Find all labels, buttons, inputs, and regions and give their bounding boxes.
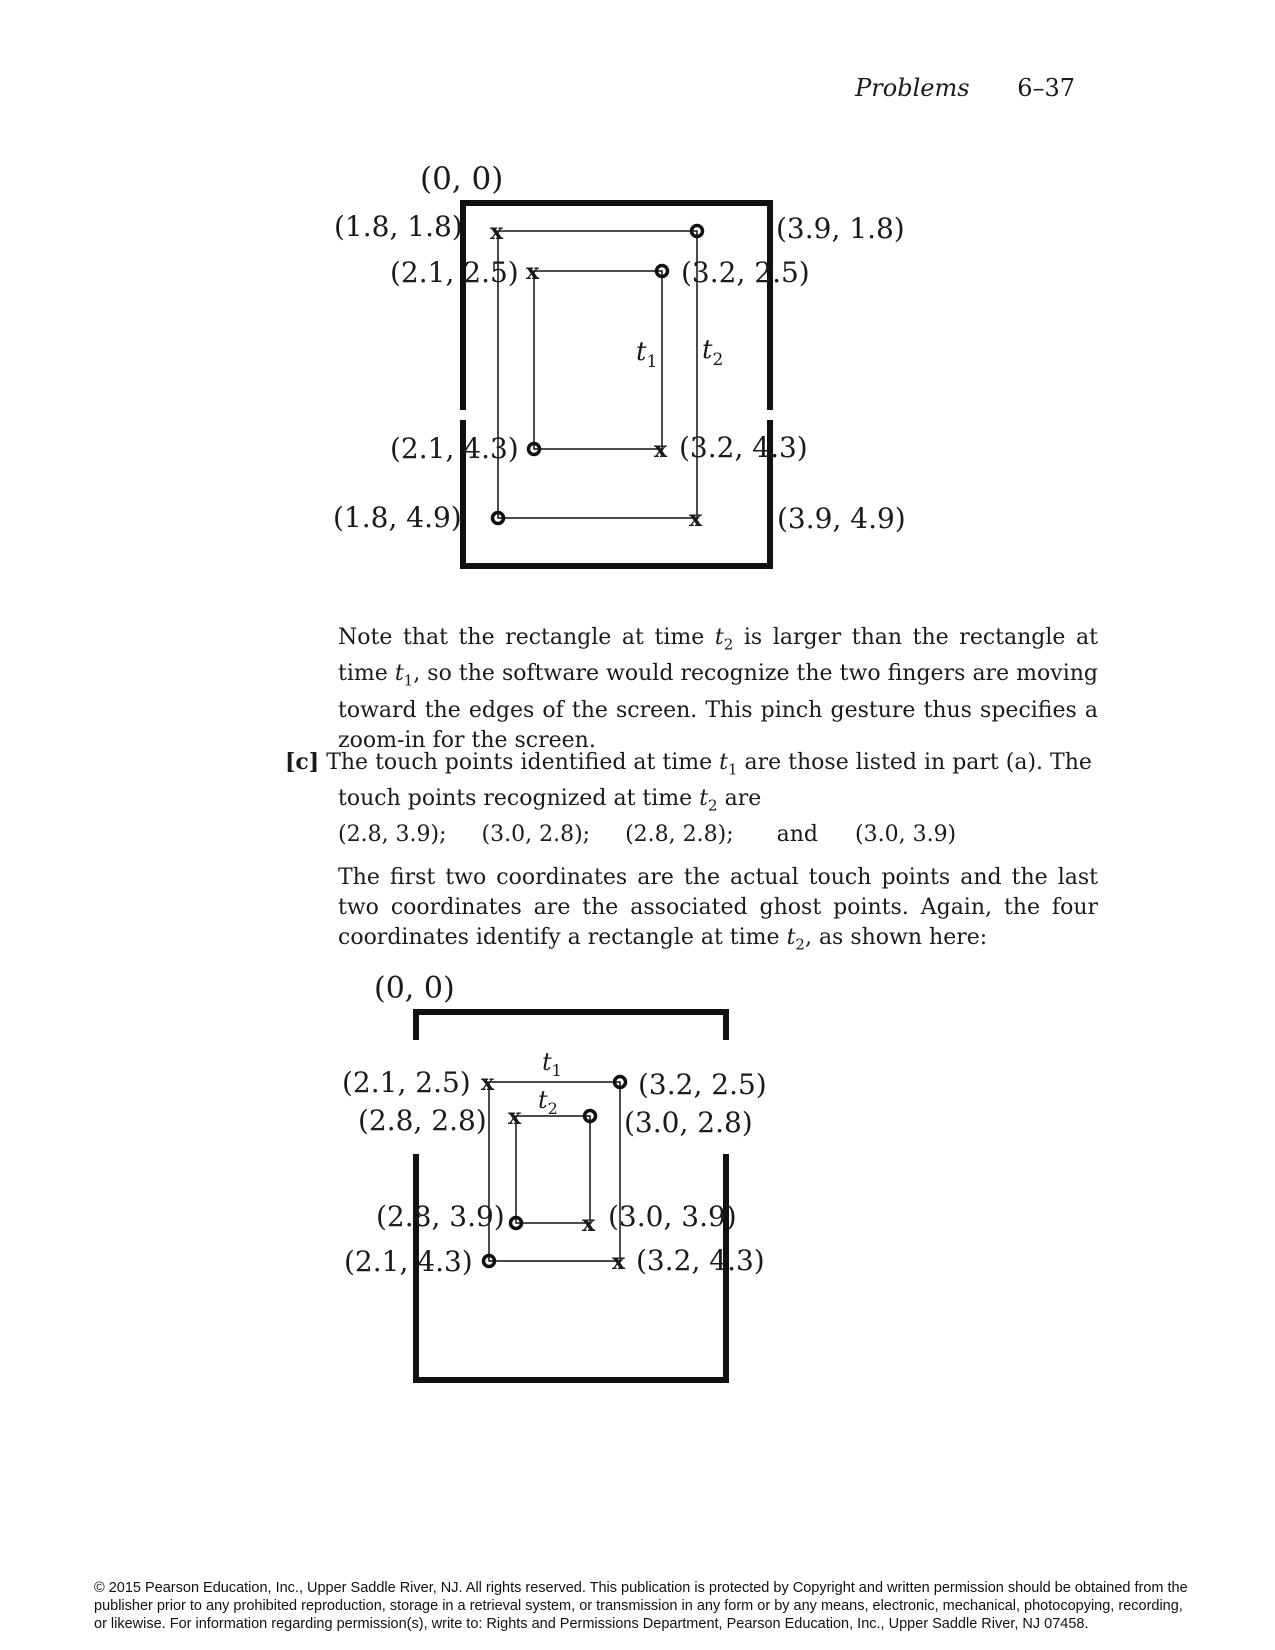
fig1-label-br-outer: (3.9, 4.9)	[777, 502, 906, 535]
fig1-label-tr-inner: (3.2, 2.5)	[681, 256, 810, 289]
fig2-label-tr-t1: (3.2, 2.5)	[638, 1068, 767, 1101]
figure-1-touchscreen-diagram	[330, 160, 930, 600]
fig2-x-marker: x	[508, 1104, 522, 1130]
coord-3: (2.8, 2.8);	[625, 822, 734, 847]
fig2-t1-label: $t_1$	[542, 1048, 562, 1080]
copyright-footer: © 2015 Pearson Education, Inc., Upper Saddle River, NJ. All rights reserved. This publication is protected by Copyright and written permission should be obtained from the publisher prior to any prohibited reproduction, storage in a retrieval system, or transmission in any form or by any means, electronic, mechanical, photocopying, recording, or likewise. For information regarding permission(s), write to: Rights and Permissions Department, Pearson Education, Inc., Upper Saddle River, NJ 07458.	[94, 1580, 1188, 1632]
fig2-label-bl-t2: (2.8, 3.9)	[376, 1200, 505, 1233]
fig2-x-marker: x	[582, 1211, 596, 1237]
coord-1: (2.8, 3.9);	[338, 822, 447, 847]
coordinates-list	[338, 822, 984, 847]
fig1-label-tr-outer: (3.9, 1.8)	[776, 212, 905, 245]
coord-4: (3.0, 3.9)	[855, 822, 957, 847]
fig1-label-bl-outer: (1.8, 4.9)	[333, 501, 462, 534]
fig2-x-marker: x	[481, 1070, 495, 1096]
fig2-origin-label: (0, 0)	[374, 971, 455, 1006]
fig1-label-tl-outer: (1.8, 1.8)	[334, 210, 463, 243]
fig2-label-br-t1: (3.2, 4.3)	[636, 1244, 765, 1277]
coord-and: and	[776, 822, 819, 847]
part-c-label: [c]	[285, 749, 320, 775]
fig2-label-tr-t2: (3.0, 2.8)	[624, 1106, 753, 1139]
page-number: 6–37	[1017, 74, 1075, 102]
fig2-label-bl-t1: (2.1, 4.3)	[344, 1245, 473, 1278]
fig1-x-marker: x	[654, 437, 668, 463]
fig1-origin-label: (0, 0)	[420, 161, 504, 197]
fig1-label-br-inner: (3.2, 4.3)	[679, 431, 808, 464]
fig1-x-marker: x	[689, 506, 703, 532]
running-header	[855, 74, 1075, 102]
fig1-label-tl-inner: (2.1, 2.5)	[390, 256, 519, 289]
coord-2: (3.0, 2.8);	[481, 822, 591, 847]
fig2-label-br-t2: (3.0, 3.9)	[608, 1200, 737, 1233]
fig1-x-marker: x	[490, 219, 504, 245]
fig1-x-marker: x	[526, 259, 540, 285]
figure-2-touchscreen-diagram	[340, 968, 800, 1428]
fig2-rectangle-t2	[516, 1116, 590, 1223]
section-title: Problems	[855, 74, 970, 102]
fig2-t2-label: $t_2$	[538, 1086, 558, 1118]
fig2-label-tl-t1: (2.1, 2.5)	[342, 1066, 471, 1099]
fig1-t1-label: $t_1$	[636, 337, 658, 372]
paragraph-zoom-in: Note that the rectangle at time $t_2$ is larger than the rectangle at time $t_1$, so the software would recognize the two fingers are moving toward the edges of the screen. This pinch gesture thus specifies a zoom-in for the screen.	[338, 625, 1098, 753]
fig1-label-bl-inner: (2.1, 4.3)	[390, 432, 519, 465]
fig1-t2-label: $t_2$	[702, 335, 724, 370]
fig2-x-marker: x	[612, 1249, 626, 1275]
fig2-label-tl-t2: (2.8, 2.8)	[358, 1104, 487, 1137]
part-c-text: [c] The touch points identified at time $t_1$ are those listed in part (a). The touch points recognized at time $t_2$ are	[285, 749, 1092, 815]
paragraph-ghost-points: The first two coordinates are the actual touch points and the last two coordinates are the associated ghost points. Again, the four coordinates identify a rectangle at time $t_2$, as shown here:	[338, 865, 1098, 954]
